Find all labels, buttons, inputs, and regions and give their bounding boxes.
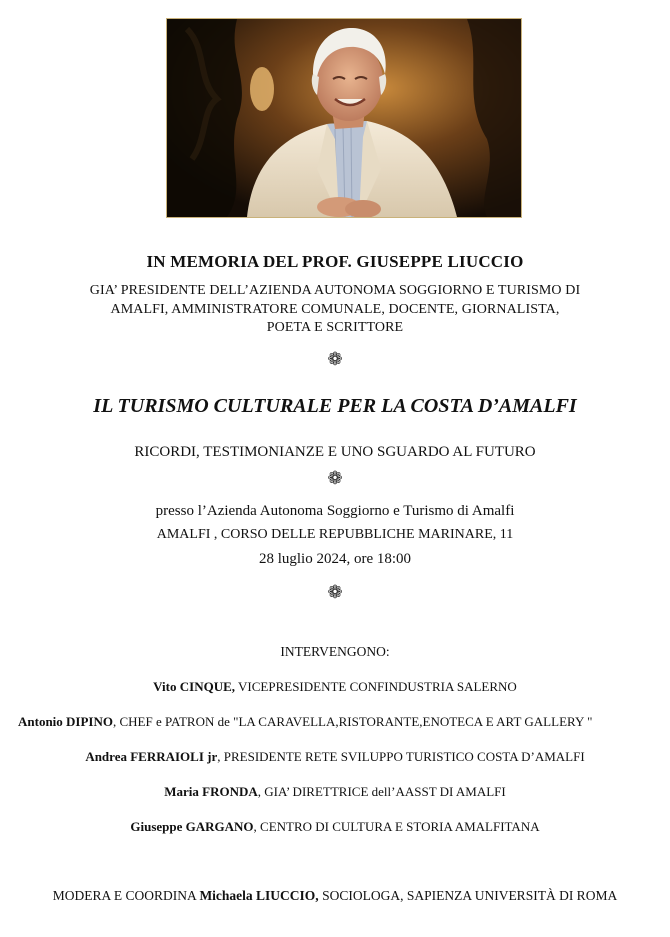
speaker-item [0, 680, 670, 693]
venue-name: presso l’Azienda Autonoma Soggiorno e Turismo di Amalfi [155, 503, 515, 519]
speaker-role: , CHEF e PATRON de "LA CARAVELLA,RISTORANTE,ENOTECA E ART GALLERY " [113, 714, 593, 729]
memorial-title: IN MEMORIA DEL PROF. GIUSEPPE LIUCCIO [146, 252, 524, 271]
subtitle-line-1: GIA’ PRESIDENTE DELL’AZIENDA AUTONOMA SOGGIORNO E TURISMO DI [89, 283, 581, 298]
portrait-illustration [167, 19, 521, 217]
moderator-name: Michaela LIUCCIO, [199, 888, 319, 903]
speaker-role: VICEPRESIDENTE CONFINDUSTRIA SALERNO [235, 679, 517, 694]
ornament-flower-icon: ❁ [327, 349, 343, 369]
moderator-role: SOCIOLOGA, SAPIENZA UNIVERSITÀ DI ROMA [318, 888, 618, 903]
subtitle-line-3: POETA E SCRITTORE [266, 320, 404, 335]
moderator-line [0, 889, 670, 903]
speaker-item [0, 750, 670, 763]
speakers-heading: INTERVENGONO: [280, 644, 390, 659]
speaker-role: , PRESIDENTE RETE SVILUPPO TURISTICO COSTA D’AMALFI [217, 749, 585, 764]
venue-address: AMALFI , CORSO DELLE REPUBBLICHE MARINARE, 11 [156, 527, 514, 542]
ornament-flower-icon: ❁ [327, 468, 343, 488]
speaker-role: , GIA’ DIRETTRICE dell’AASST DI AMALFI [257, 784, 506, 799]
ornament-flower-icon: ❁ [327, 582, 343, 602]
speaker-item [0, 820, 670, 833]
speaker-role: , CENTRO DI CULTURA E STORIA AMALFITANA [253, 819, 540, 834]
portrait-photo [166, 18, 522, 218]
speaker-name: Andrea FERRAIOLI jr [85, 749, 218, 764]
event-datetime: 28 luglio 2024, ore 18:00 [258, 551, 412, 567]
speaker-item [0, 785, 670, 798]
speaker-name: Giuseppe GARGANO [130, 819, 254, 834]
speaker-name: Antonio DIPINO [18, 714, 113, 729]
event-subtitle: RICORDI, TESTIMONIANZE E UNO SGUARDO AL FUTURO [134, 444, 536, 460]
moderator-prefix: MODERA E COORDINA [52, 888, 200, 903]
speaker-name: Vito CINQUE, [153, 679, 236, 694]
subtitle-line-2: AMALFI, AMMINISTRATORE COMUNALE, DOCENTE, GIORNALISTA, [110, 302, 560, 317]
event-title: IL TURISMO CULTURALE PER LA COSTA D’AMALFI [93, 395, 577, 417]
speaker-item [18, 715, 592, 728]
speaker-name: Maria FRONDA [164, 784, 258, 799]
